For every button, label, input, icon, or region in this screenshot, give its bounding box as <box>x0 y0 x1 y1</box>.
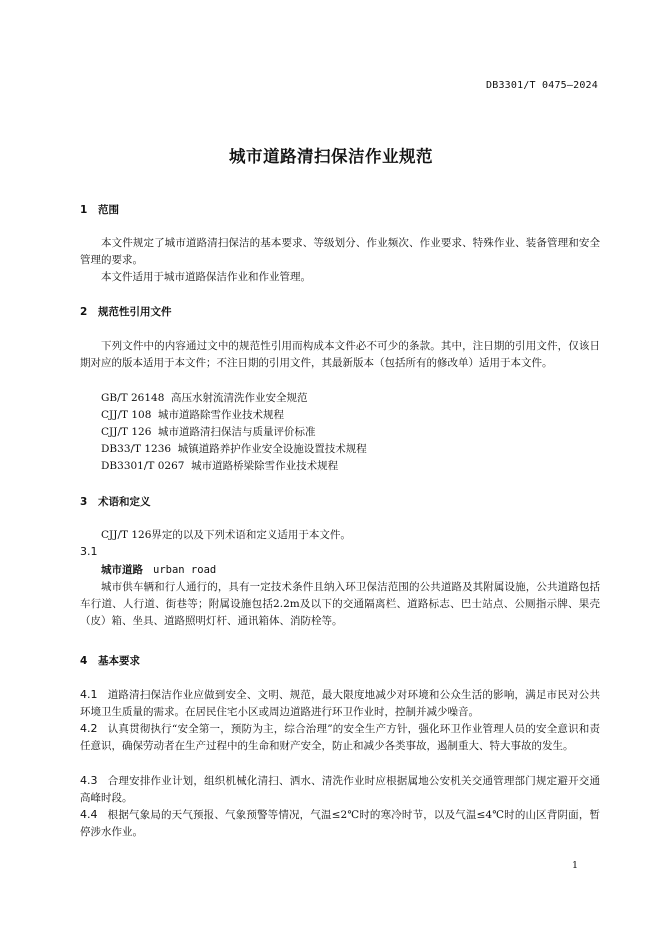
clause <box>80 686 600 721</box>
reference-item: DB33/T 1236 城镇道路养护作业安全设施设置技术规程 <box>101 443 367 455</box>
term-heading <box>101 562 216 577</box>
clause-number: 4.2 <box>80 722 98 735</box>
clause-number: 4.1 <box>80 688 98 701</box>
term-english: urban road <box>153 564 217 576</box>
reference-item: DB3301/T 0267 城市道路桥梁除雪作业技术规程 <box>101 460 339 472</box>
section-title: 术语和定义 <box>98 496 151 508</box>
paragraph: CJJ/T 126界定的以及下列术语和定义适用于本文件。 <box>101 529 351 541</box>
reference-item: CJJ/T 108 城市道路除雪作业技术规程 <box>101 409 285 421</box>
section-number: 4 <box>80 655 88 667</box>
section-heading-scope <box>80 202 119 217</box>
term-chinese: 城市道路 <box>101 564 143 576</box>
reference-item: CJJ/T 126 城市道路清扫保洁与质量评价标准 <box>101 426 316 438</box>
document-id: DB3301/T 0475—2024 <box>486 80 598 91</box>
clause-text: 根据气象局的天气预报、气象预警等情况，气温≤2℃时的寒冷时节，以及气温≤4℃时的山区背阴面，暂停涉水作业。 <box>80 809 600 838</box>
document-title: 城市道路清扫保洁作业规范 <box>229 147 433 166</box>
clause-text: 道路清扫保洁作业应做到安全、文明、规范，最大限度地减少对环境和公众生活的影响，满足市民对公共环境卫生质量的需求。在居民住宅小区或周边道路进行环卫作业时，控制并减少噪音。 <box>80 689 600 718</box>
clause <box>80 772 600 807</box>
paragraph: 本文件规定了城市道路清扫保洁的基本要求、等级划分、作业频次、作业要求、特殊作业、装备管理和安全管理的要求。 <box>80 237 600 266</box>
page-number: 1 <box>571 860 578 871</box>
clause <box>80 720 600 755</box>
section-heading-terms <box>80 494 151 509</box>
paragraph: 下列文件中的内容通过文中的规范性引用而构成本文件必不可少的条款。其中，注日期的引用文件，仅该日期对应的版本适用于本文件；不注日期的引用文件，其最新版本（包括所有的修改单）适用于本文件。 <box>80 340 600 369</box>
section-heading-normative-references <box>80 304 172 319</box>
paragraph: 本文件适用于城市道路保洁作业和作业管理。 <box>101 271 311 283</box>
section-number: 1 <box>80 204 88 216</box>
section-title: 规范性引用文件 <box>98 306 172 318</box>
clause-text: 合理安排作业计划，组织机械化清扫、洒水、清洗作业时应根据属地公安机关交通管理部门规定避开交通高峰时段。 <box>80 775 600 804</box>
section-title: 范围 <box>98 204 119 216</box>
reference-item: GB/T 26148 高压水射流清洗作业安全规范 <box>101 392 308 404</box>
section-title: 基本要求 <box>98 655 140 667</box>
clause-text: 认真贯彻执行“安全第一，预防为主，综合治理”的安全生产方针，强化环卫作业管理人员的安全意识和责任意识，确保劳动者在生产过程中的生命和财产安全，防止和减少各类事故，遏制重大、特大事故的发生。 <box>80 723 600 752</box>
clause-number: 4.3 <box>80 774 98 787</box>
clause <box>80 806 600 841</box>
section-number: 3 <box>80 496 88 508</box>
term-definition: 城市供车辆和行人通行的，具有一定技术条件且纳入环卫保洁范围的公共道路及其附属设施，公共道路包括车行道、人行道、街巷等；附属设施包括2.2m及以下的交通隔离栏、道路标志、巴士站点、公厕指示牌、果壳（皮）箱、坐具、道路照明灯杆、通讯箱体、消防栓等。 <box>80 581 600 627</box>
clause-number: 4.4 <box>80 808 98 821</box>
section-heading-basic-requirements <box>80 653 140 668</box>
section-number: 2 <box>80 306 88 318</box>
term-number: 3.1 <box>80 545 98 558</box>
